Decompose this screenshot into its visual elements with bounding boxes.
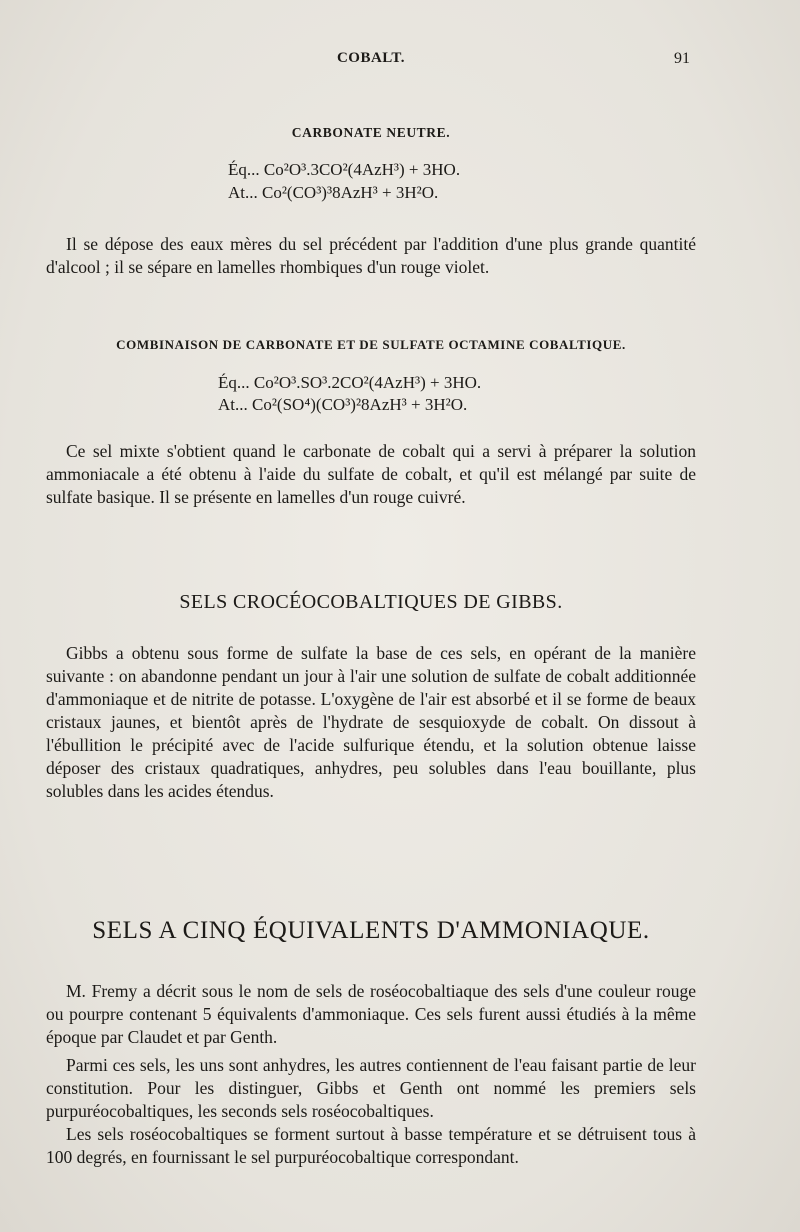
combinaison-at-formula	[218, 395, 467, 415]
combinaison-heading: COMBINAISON DE CARBONATE ET DE SULFATE OCTAMINE COBALTIQUE.	[116, 337, 626, 352]
carbonate-at-formula	[228, 183, 438, 203]
carbonate-heading: CARBONATE NEUTRE.	[291, 125, 451, 140]
carbonate-eq-formula	[228, 160, 460, 180]
cinq-paragraph-2: Parmi ces sels, les uns sont anhydres, les autres contiennent de l'eau faisant partie de leur constitution. Pour les distinguer, Gibbs et Genth ont nommé les premiers sels purpuréocobaltiques, les seconds sels roséocobaltiques.	[46, 1055, 696, 1121]
eq-label: Éq...	[228, 160, 260, 179]
carbonate-paragraph: Il se dépose des eaux mères du sel précédent par l'addition d'une plus grande quantité d'alcool ; il se sépare en lamelles rhombiques d'un rouge violet.	[46, 234, 696, 277]
page-number: 91	[674, 50, 690, 67]
at-formula: Co²(CO³)³8AzH³ + 3H²O.	[262, 183, 439, 202]
combinaison-paragraph: Ce sel mixte s'obtient quand le carbonate de cobalt qui a servi à préparer la solution ammoniacale a été obtenu à l'aide du sulfate de cobalt, et qu'il est mélangé par suite de sulfate basique. Il se présente en lamelles d'un rouge cuivré.	[46, 441, 696, 507]
at-label: At...	[218, 395, 248, 414]
eq-formula: Co²O³.3CO²(4AzH³) + 3HO.	[263, 160, 461, 179]
croceo-paragraph: Gibbs a obtenu sous forme de sulfate la base de ces sels, en opérant de la manière suivante : on abandonne pendant un jour à l'air une solution de sulfate de cobalt additionnée d'ammoniaque et de nitrite de potasse. L'oxygène de l'air est absorbé et il se forme de beaux cristaux jaunes, et bientôt après de l'hydrate de sesquioxyde de cobalt. On dissout à l'ébullition le précipité avec de l'acide sulfurique étendu, et la solution obtenue laisse déposer des cristaux quadratiques, anhydres, peu solubles dans l'eau bouillante, plus solubles dans les acides étendus.	[46, 643, 696, 801]
at-formula: Co²(SO⁴)(CO³)²8AzH³ + 3H²O.	[252, 395, 468, 414]
at-label: At...	[228, 183, 258, 202]
cinq-paragraph-1: M. Fremy a décrit sous le nom de sels de roséocobaltiaque des sels d'une couleur rouge ou pourpre contenant 5 équivalents d'ammoniaque. Ces sels furent aussi étudiés à la même époque par Claudet et par Genth.	[46, 981, 696, 1047]
running-title: COBALT.	[336, 50, 406, 66]
cinq-section-title: SELS A CINQ ÉQUIVALENTS D'AMMONIAQUE.	[92, 917, 650, 944]
combinaison-eq-formula	[218, 373, 481, 393]
eq-label: Éq...	[218, 373, 250, 392]
croceo-section-title: SELS CROCÉOCOBALTIQUES DE GIBBS.	[179, 591, 563, 613]
cinq-paragraph-3: Les sels roséocobaltiques se forment surtout à basse température et se détruisent tous à 100 degrés, en fournissant le sel purpuréocobaltique correspondant.	[46, 1124, 696, 1167]
page-header	[46, 50, 696, 74]
eq-formula: Co²O³.SO³.2CO²(4AzH³) + 3HO.	[253, 373, 482, 392]
